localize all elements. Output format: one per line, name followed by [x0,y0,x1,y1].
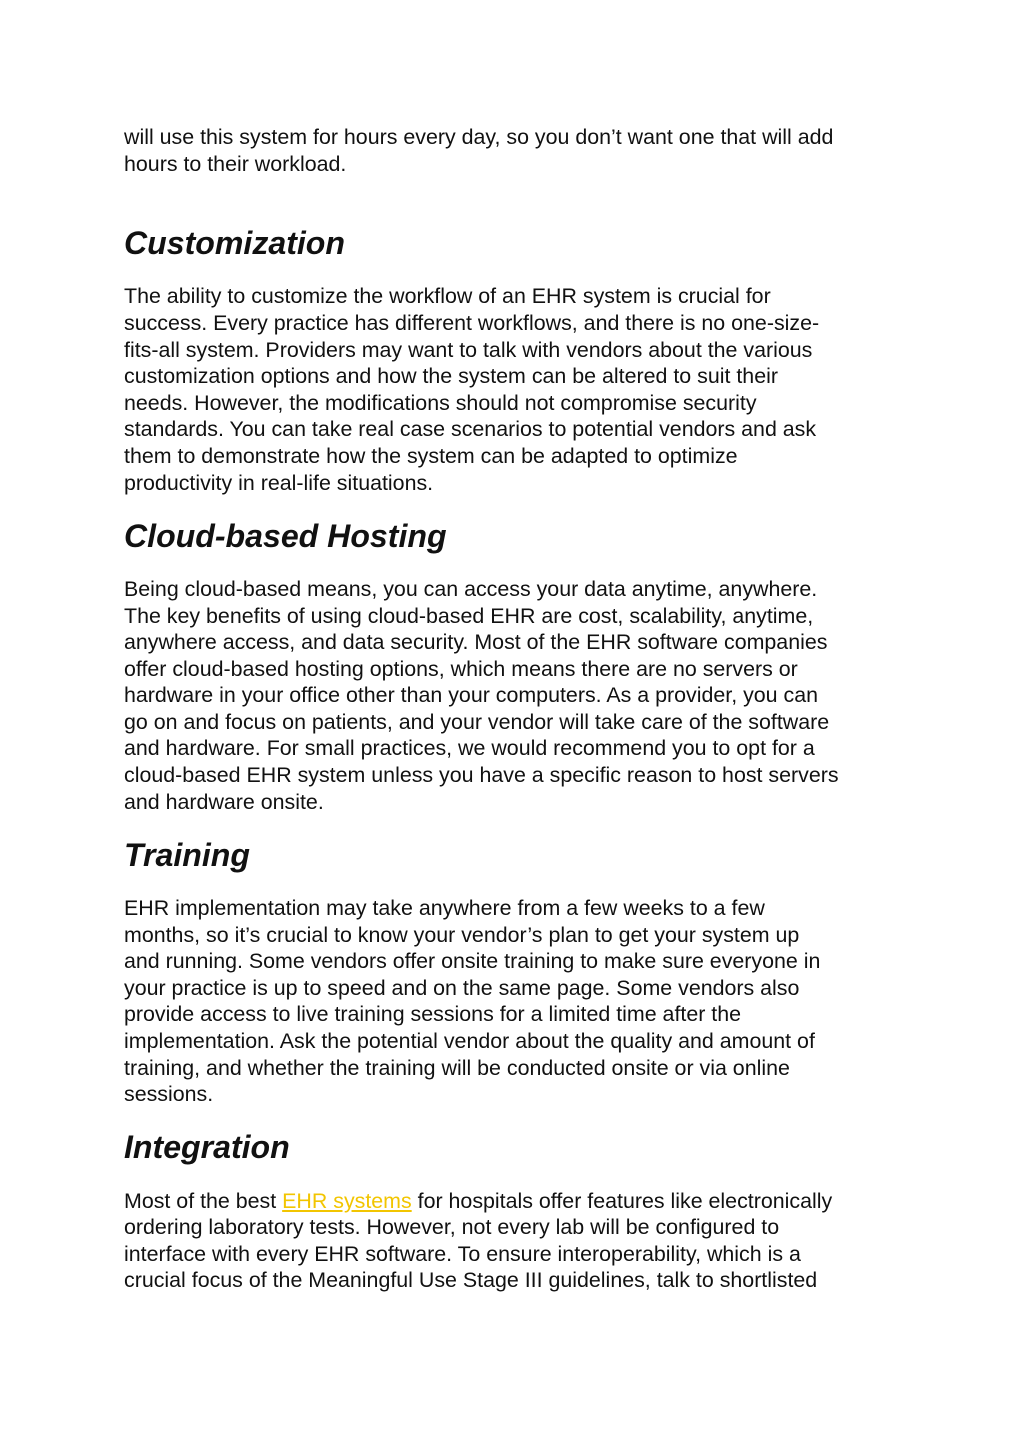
text-line: provide access to live training sessions for a limited time after the [124,1002,742,1027]
text-line: fits-all system. Providers may want to talk with vendors about the various [124,337,813,362]
text-fragment: for hospitals offer features like electronically [411,1188,833,1213]
ehr-systems-link[interactable]: EHR systems [282,1188,412,1213]
customization-paragraph [124,283,914,496]
text-line: success. Every practice has different workflows, and there is no one-size- [124,310,820,335]
text-line: EHR implementation may take anywhere from a few weeks to a few [124,896,765,921]
intro-paragraph [124,124,914,177]
text-line: them to demonstrate how the system can be adapted to optimize [124,443,738,468]
text-line: go on and focus on patients, and your vendor will take care of the software [124,709,830,734]
text-line: productivity in real-life situations. [124,470,434,495]
document-page [124,124,914,1294]
text-line: and hardware onsite. [124,789,324,814]
text-line: your practice is up to speed and on the same page. Some vendors also [124,975,800,1000]
section-heading-integration: Integration [124,1129,290,1166]
text-line [124,1188,914,1215]
text-line: needs. However, the modifications should not compromise security [124,390,757,415]
section-heading-training: Training [124,836,250,873]
integration-paragraph [124,1188,914,1294]
text-line: will use this system for hours every day, so you don’t want one that will add [124,125,834,149]
text-line: and running. Some vendors offer onsite training to make sure everyone in [124,949,821,974]
text-fragment: Most of the best [124,1188,283,1213]
text-line: crucial focus of the Meaningful Use Stage III guidelines, talk to shortlisted [124,1268,818,1293]
section-heading-cloud-hosting: Cloud-based Hosting [124,517,447,554]
text-line: Being cloud-based means, you can access your data anytime, anywhere. [124,576,818,601]
text-line: implementation. Ask the potential vendor about the quality and amount of [124,1029,815,1053]
text-line: and hardware. For small practices, we would recommend you to opt for a [124,736,815,761]
text-line: The ability to customize the workflow of an EHR system is crucial for [124,284,771,309]
text-line: offer cloud-based hosting options, which means there are no servers or [124,656,798,681]
text-line: customization options and how the system can be altered to suit their [124,364,778,389]
text-line: cloud-based EHR system unless you have a specific reason to host servers [124,763,839,788]
text-line: months, so it’s crucial to know your vendor’s plan to get your system up [124,922,800,947]
text-line: ordering laboratory tests. However, not every lab will be configured to [124,1215,780,1240]
text-line: The key benefits of using cloud-based EHR are cost, scalability, anytime, [124,603,814,628]
section-heading-customization: Customization [124,225,345,262]
text-line: hardware in your office other than your computers. As a provider, you can [124,683,818,708]
training-paragraph [124,895,914,1108]
text-line: sessions. [124,1082,214,1107]
text-line: anywhere access, and data security. Most of the EHR software companies [124,630,828,655]
text-line: hours to their workload. [124,151,347,176]
cloud-hosting-paragraph [124,576,914,815]
text-line: interface with every EHR software. To ensure interoperability, which is a [124,1241,801,1266]
text-line: training, and whether the training will be conducted onsite or via online [124,1055,790,1080]
text-line: standards. You can take real case scenarios to potential vendors and ask [124,417,817,442]
